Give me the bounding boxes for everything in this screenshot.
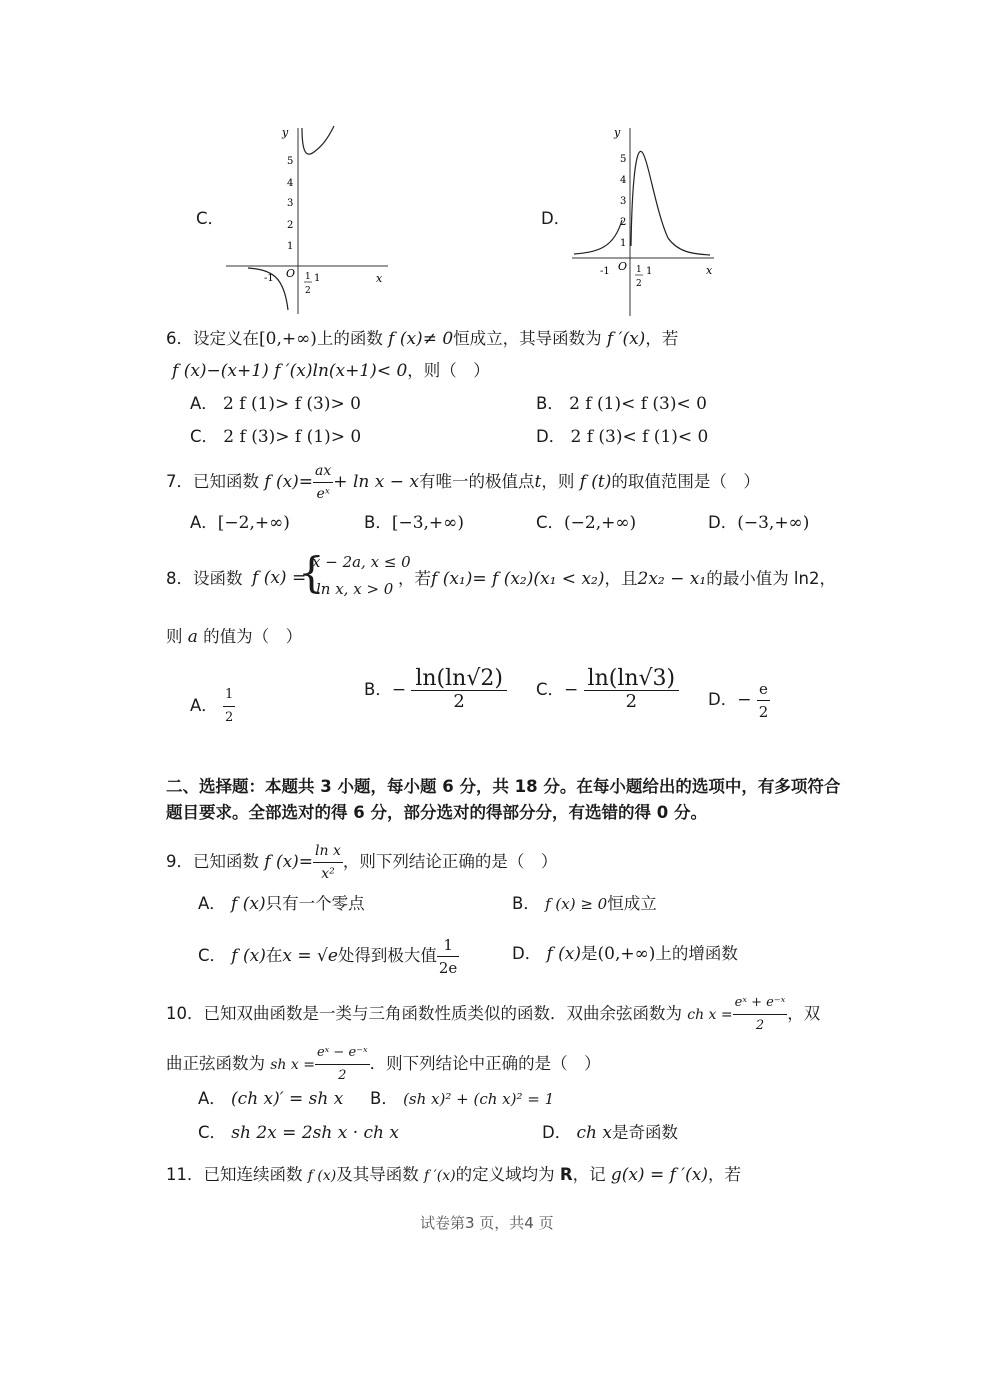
graph-c-tick-3: 3 [287, 198, 294, 209]
graph-c-tick-half-den: 2 [305, 286, 311, 296]
q6-option-a: A． 2 f (1)> f (3)> 0 [190, 394, 361, 414]
q9-option-b: B． f (x) ≥ 0恒成立 [512, 894, 657, 913]
graph-c-tick-4: 4 [287, 178, 294, 189]
q8-brace: { [298, 548, 325, 597]
q6-domain: [0,+∞) [259, 329, 317, 349]
graph-d-curve-left [574, 220, 622, 254]
q7-option-c: C．(−2,+∞) [536, 513, 637, 533]
graph-d-tick-x1: 1 [646, 266, 653, 277]
graph-d-tick-half-den: 2 [636, 279, 642, 289]
option-d-label: D． [541, 209, 571, 228]
q7-fraction: $\frac{ax}{\text{eˣ}}$ [313, 460, 333, 505]
graph-c-curve-right [302, 126, 334, 154]
page-footer: 试卷第3 页，共4 页 [420, 1214, 554, 1232]
graph-c-tick-1: 1 [287, 241, 294, 252]
graph-c-x-label: x [376, 272, 383, 285]
q7-option-b: B．[−3,+∞) [364, 513, 464, 533]
section2-heading-line2: 题目要求。全部选对的得 6 分，部分选对的得部分分，有选错的得 0 分。 [166, 803, 707, 822]
q10-line2: 曲正弦函数为 sh x = $\frac{\text{eˣ − e⁻ˣ}}{2}$ ．则下列结论中正确的是（ ） [166, 1042, 601, 1087]
graph-d-y-label: y [614, 126, 621, 139]
graph-d-tick-half-num: 1 [636, 265, 642, 275]
graph-d-tick-5: 5 [620, 154, 627, 165]
q7-option-a: A．[−2,+∞) [190, 513, 290, 533]
q9-stem: 9．已知函数 f (x)= $\frac{\text{ln x}}{\text{x²}}$ ，则下列结论正确的是（ ） [166, 840, 557, 885]
q8-option-b: B．− $\frac{\ln(\ln√2)}{2}$ [364, 668, 507, 713]
q10-option-c: C． sh 2x = 2sh x · ch x [198, 1123, 399, 1143]
q6-inequality: f (x)−(x+1) f ′(x)ln(x+1)< 0 [172, 361, 408, 381]
graph-c-tick-neg1: -1 [264, 273, 274, 284]
graph-d-tick-2: 2 [620, 217, 627, 228]
graph-d-tick-3: 3 [620, 196, 627, 207]
graph-d-origin: O [618, 260, 628, 273]
q8-option-a: A． $\frac{1}{2}$ [190, 684, 235, 729]
q7-option-d: D．(−3,+∞) [708, 513, 810, 533]
q8-line2: 则 a 的值为（ ） [166, 627, 303, 647]
q9-option-a: A． f (x)只有一个零点 [198, 894, 365, 914]
q6-option-b: B． 2 f (1)< f (3)< 0 [536, 394, 707, 414]
q8-condition: ，若f (x₁)= f (x₂)(x₁ < x₂)，且2x₂ − x₁的最小值为 ln2， [398, 569, 836, 589]
graph-d-tick-4: 4 [620, 175, 627, 186]
q6-deriv: f ′(x) [606, 329, 646, 349]
graph-d-tick-1: 1 [620, 238, 627, 249]
q6-line2: f (x)−(x+1) f ′(x)ln(x+1)< 0，则（ ） [172, 361, 490, 381]
q8-case1: x − 2a, x ≤ 0 [312, 553, 411, 571]
option-c-label: C． [196, 209, 225, 228]
q10-option-b: B． (sh x)² + (ch x)² = 1 [370, 1089, 555, 1108]
graph-c [222, 122, 392, 318]
q6-option-c: C． 2 f (3)> f (1)> 0 [190, 427, 362, 447]
q8-case2: ln x, x > 0 [316, 580, 394, 598]
graph-c-tick-x1: 1 [314, 273, 321, 284]
q11-stem: 11．已知连续函数 f (x)及其导函数 f ′(x)的定义域均为 R，记 g(x) = f ′(x)，若 [166, 1165, 742, 1185]
q9-fraction: $\frac{\text{ln x}}{\text{x²}}$ [313, 840, 343, 885]
q6-line1: 6．设定义在[0,+∞)上的函数 f (x)≠ 0恒成立，其导函数为 f ′(x)，若 [166, 329, 679, 349]
q7-stem: 7．已知函数 f (x)= $\frac{ax}{\text{eˣ}}$ + ln x − x有唯一的极值点t，则 f (t)的取值范围是（ ） [166, 460, 760, 505]
section2-heading-line1: 二、选择题：本题共 3 小题，每小题 6 分，共 18 分。在每小题给出的选项中，有多项符合 [166, 777, 841, 796]
q8-option-c: C．− $\frac{\ln(\ln√3)}{2}$ [536, 668, 679, 713]
q10-line1: 10．已知双曲函数是一类与三角函数性质类似的函数．双曲余弦函数为 ch x = $\frac{\text{eˣ + e⁻ˣ}}{2}$ ，双 [166, 992, 820, 1037]
graph-c-tick-half-num: 1 [305, 272, 311, 282]
graph-c-y-label: y [282, 126, 289, 139]
graph-c-tick-5: 5 [287, 156, 294, 167]
q6-cond: f (x)≠ 0 [388, 329, 454, 349]
q9-option-d: D． f (x)是(0,+∞)上的增函数 [512, 944, 738, 964]
q8-f-lhs: f (x) = [252, 568, 307, 588]
graph-c-origin: O [286, 267, 296, 280]
graph-d-curve-right [631, 151, 710, 255]
q8-option-d: D．− $\frac{e}{2}$ [708, 680, 769, 721]
graph-c-tick-2: 2 [287, 220, 294, 231]
graph-d-tick-neg1: -1 [600, 266, 610, 277]
q9-option-c: C． f (x)在x = √e处得到极大值 $\frac{1}{2e}$ [198, 936, 458, 977]
graph-d [568, 122, 718, 318]
q10-option-a: A． (ch x)′ = sh x [198, 1089, 344, 1109]
q6-option-d: D． 2 f (3)< f (1)< 0 [536, 427, 709, 447]
graph-d-x-label: x [706, 264, 713, 277]
q8-prefix: 8．设函数 [166, 569, 243, 588]
q10-option-d: D． ch x是奇函数 [542, 1123, 678, 1143]
